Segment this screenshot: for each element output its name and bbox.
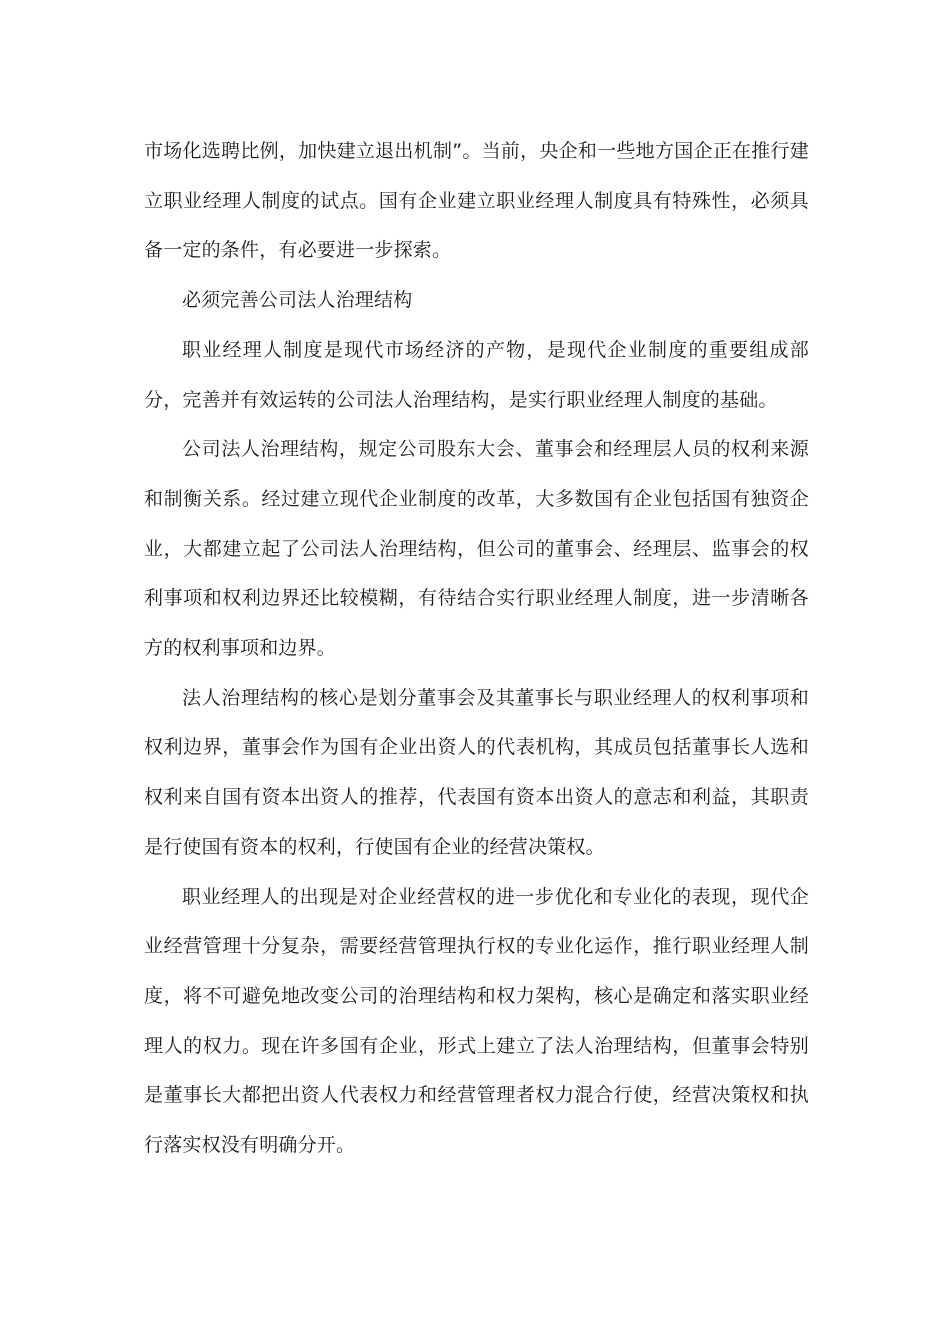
document-body <box>144 127 809 1171</box>
paragraph-1: 市场化选聘比例，加快建立退出机制”。当前，央企和一些地方国企正在推行建立职业经理人制度的试点。国有企业建立职业经理人制度具有特殊性，必须具备一定的条件，有必要进一步探索。 <box>144 140 809 262</box>
paragraph-5: 职业经理人的出现是对企业经营权的进一步优化和专业化的表现，现代企业经营管理十分复杂，需要经营管理执行权的专业化运作，推行职业经理人制度，将不可避免地改变公司的治理结构和权力架构，核心是确定和落实职业经理人的权力。现在许多国有企业，形式上建立了法人治理结构，但董事会特别是董事长大都把出资人代表权力和经营管理者权力混合行使，经营决策权和执行落实权没有明确分开。 <box>144 885 809 1157</box>
paragraph-3: 公司法人治理结构，规定公司股东大会、董事会和经理层人员的权利来源和制衡关系。经过建立现代企业制度的改革，大多数国有企业包括国有独资企业，大都建立起了公司法人治理结构，但公司的董事会、经理层、监事会的权利事项和权利边界还比较模糊，有待结合实行职业经理人制度，进一步清晰各方的权利事项和边界。 <box>144 438 809 660</box>
section-heading: 必须完善公司法人治理结构 <box>182 289 413 312</box>
paragraph-4: 法人治理结构的核心是划分董事会及其董事长与职业经理人的权利事项和权利边界，董事会作为国有企业出资人的代表机构，其成员包括董事长人选和权利来自国有资本出资人的推荐，代表国有资本出资人的意志和利益，其职责是行使国有资本的权利，行使国有企业的经营决策权。 <box>144 686 809 858</box>
paragraph-2: 职业经理人制度是现代市场经济的产物，是现代企业制度的重要组成部分，完善并有效运转的公司法人治理结构，是实行职业经理人制度的基础。 <box>144 338 809 411</box>
